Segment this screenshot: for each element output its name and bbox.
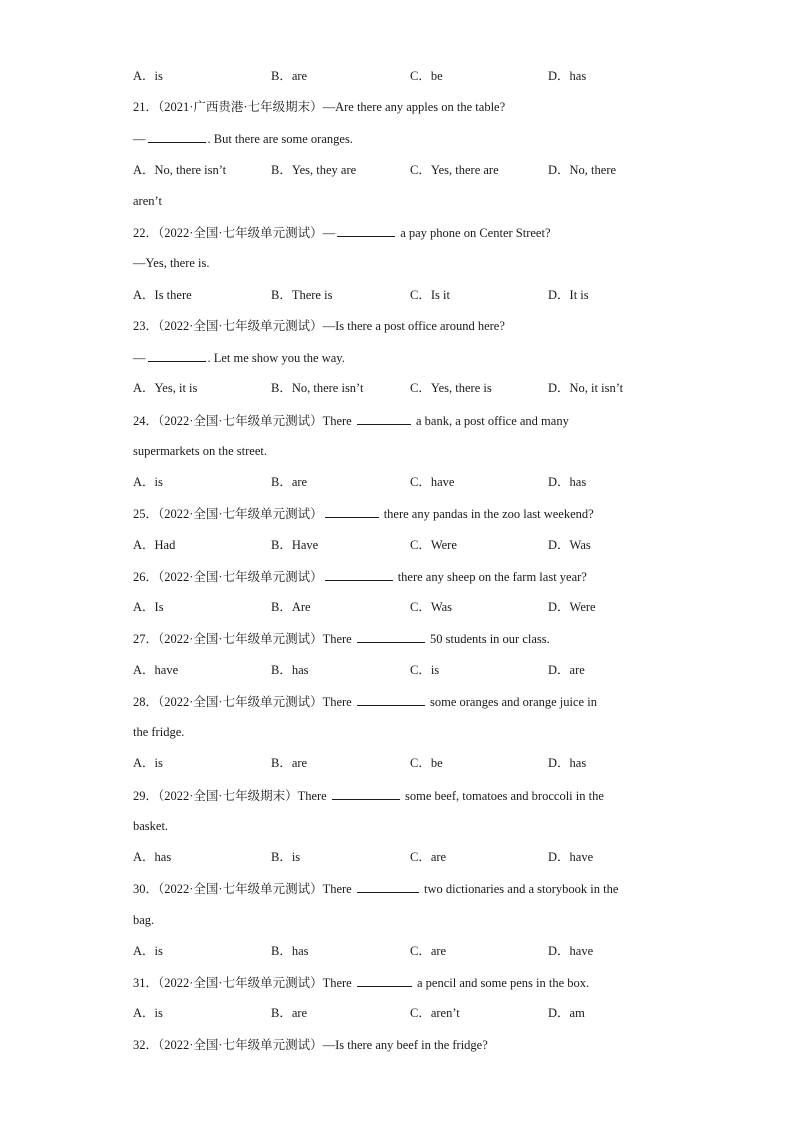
option-b: B．are	[271, 69, 308, 83]
question-text: 24．（2022·全国·七年级单元测试）There	[133, 413, 355, 428]
answer-blank	[325, 504, 379, 518]
question-text: —	[133, 132, 146, 147]
question-stem	[133, 786, 604, 804]
question-options	[0, 161, 794, 179]
question-stem	[133, 411, 569, 429]
question-text: two dictionaries and a storybook in the	[420, 882, 619, 897]
answer-blank	[357, 629, 425, 643]
question-text: some oranges and orange juice in	[426, 694, 597, 709]
question-options	[0, 286, 794, 304]
question-options	[0, 379, 794, 397]
question-line	[133, 723, 184, 741]
option-c: C．have	[410, 475, 455, 489]
option-a: A．is	[133, 1006, 163, 1021]
option-a: A．Yes, it is	[133, 381, 198, 396]
question-options	[0, 1004, 794, 1022]
option-d: D．Was	[548, 537, 591, 552]
question-options	[0, 661, 794, 679]
option-b: B．is	[271, 850, 301, 864]
option-a: A．No, there isn’t	[133, 162, 227, 177]
option-b: B．are	[271, 475, 308, 489]
question-text: some beef, tomatoes and broccoli in the	[401, 788, 604, 803]
option-b: B．Are	[271, 600, 311, 614]
question-line	[133, 817, 168, 835]
question-text: the fridge.	[133, 725, 185, 739]
option-b: B．Have	[271, 537, 319, 552]
option-a: A．is	[133, 475, 163, 489]
question-options	[0, 848, 794, 866]
question-text: a pay phone on Center Street?	[397, 226, 551, 240]
question-text: 25．（2022·全国·七年级单元测试）	[133, 507, 323, 522]
question-stem	[133, 567, 587, 585]
question-stem	[133, 504, 594, 522]
question-options	[0, 598, 794, 616]
answer-blank	[325, 567, 393, 581]
question-text: a pencil and some pens in the box.	[413, 976, 590, 990]
question-text: there any pandas in the zoo last weekend?	[380, 507, 594, 522]
question-text: 50 students in our class.	[426, 632, 550, 647]
question-text: 31．（2022·全国·七年级单元测试）There	[133, 976, 355, 990]
question-stem	[133, 973, 589, 991]
option-d: D．am	[548, 1006, 585, 1021]
question-stem	[133, 879, 618, 897]
answer-blank	[148, 348, 206, 362]
question-text: 21．（2021·广西贵港·七年级期末）—Are there any apples on the table?	[133, 100, 506, 114]
question-text: 28．（2022·全国·七年级单元测试）There	[133, 694, 355, 709]
option-c: C．Was	[410, 600, 453, 614]
question-text: 23．（2022·全国·七年级单元测试）—Is there a post office around here?	[133, 318, 505, 333]
answer-blank	[357, 692, 425, 706]
option-b: B．are	[271, 1006, 308, 1021]
option-d: D．Were	[548, 600, 596, 614]
option-c: C．be	[410, 756, 443, 771]
option-d: D．are	[548, 662, 585, 677]
option-d: D．has	[548, 69, 587, 83]
option-b: B．has	[271, 943, 309, 958]
question-text: 22．（2022·全国·七年级单元测试）—	[133, 226, 336, 240]
question-line	[133, 129, 353, 147]
question-options	[0, 942, 794, 960]
option-a: A．has	[133, 850, 172, 864]
option-wrap-line: aren’t	[133, 193, 162, 208]
question-text: 30．（2022·全国·七年级单元测试）There	[133, 882, 355, 897]
question-stem	[133, 629, 550, 647]
option-d: D．No, there	[548, 162, 617, 177]
option-a: A．Is	[133, 600, 164, 614]
question-stem	[133, 98, 505, 116]
option-a: A．is	[133, 943, 163, 958]
option-c: C．Is it	[410, 287, 450, 302]
option-d: D．has	[548, 475, 587, 489]
option-b: B．has	[271, 662, 309, 677]
option-a: A．is	[133, 69, 163, 83]
question-text: a bank, a post office and many	[412, 413, 569, 428]
question-options	[0, 473, 794, 491]
answer-blank	[357, 879, 419, 893]
option-d: D．has	[548, 756, 587, 771]
question-line	[133, 348, 345, 366]
question-stem	[133, 692, 597, 710]
question-options	[0, 754, 794, 772]
question-text: —	[133, 351, 146, 365]
option-b: B．No, there isn’t	[271, 381, 364, 396]
option-d: D．No, it isn’t	[548, 381, 624, 396]
option-d: D．have	[548, 850, 594, 864]
question-text: there any sheep on the farm last year?	[394, 569, 587, 584]
option-a: A．have	[133, 662, 179, 677]
answer-blank	[357, 973, 412, 987]
question-options	[0, 536, 794, 554]
option-a: A．Had	[133, 537, 176, 552]
question-text: 26．（2022·全国·七年级单元测试）	[133, 569, 323, 584]
question-text: . Let me show you the way.	[207, 351, 345, 365]
question-stem	[133, 1036, 488, 1054]
question-text: basket.	[133, 818, 169, 833]
question-stem	[133, 223, 551, 241]
answer-blank	[148, 129, 206, 143]
option-c: C．aren’t	[410, 1006, 460, 1021]
answer-blank	[337, 223, 395, 237]
question-text: 32．（2022·全国·七年级单元测试）—Is there any beef in the fridge?	[133, 1037, 488, 1052]
question-line	[133, 442, 267, 460]
option-b: B．There is	[271, 287, 333, 302]
prev-question-options	[0, 67, 794, 85]
question-text: supermarkets on the street.	[133, 443, 267, 458]
question-text: bag.	[133, 912, 155, 927]
option-b: B．Yes, they are	[271, 162, 357, 177]
question-stem	[133, 317, 505, 335]
option-a: A．is	[133, 756, 163, 771]
question-text: . But there are some oranges.	[207, 132, 353, 147]
option-c: C．Yes, there is	[410, 381, 492, 396]
answer-blank	[357, 411, 411, 425]
option-a: A．Is there	[133, 287, 192, 302]
option-d: D．have	[548, 943, 594, 958]
option-c: C．Yes, there are	[410, 162, 499, 177]
option-c: C．be	[410, 69, 443, 83]
question-line	[133, 254, 210, 272]
question-text: 29．（2022·全国·七年级期末）There	[133, 788, 330, 803]
option-c: C．is	[410, 662, 440, 677]
answer-blank	[332, 786, 400, 800]
question-text: 27．（2022·全国·七年级单元测试）There	[133, 632, 355, 647]
question-line	[133, 911, 154, 929]
option-b: B．are	[271, 756, 308, 771]
option-c: C．are	[410, 850, 447, 864]
option-d: D．It is	[548, 287, 589, 302]
option-c: C．Were	[410, 537, 457, 552]
question-text: —Yes, there is.	[133, 256, 210, 271]
option-c: C．are	[410, 943, 447, 958]
